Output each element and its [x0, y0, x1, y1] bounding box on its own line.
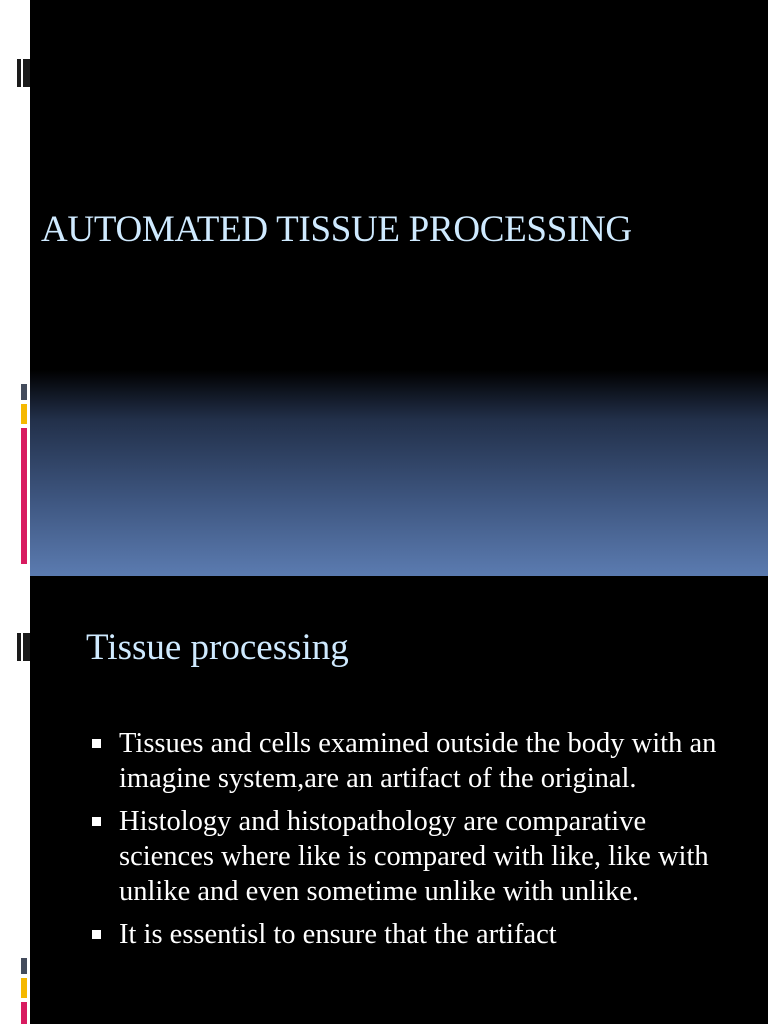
bullet-text: It is essentisl to ensure that the artifact — [119, 919, 557, 950]
bullet-text: Histology and histopathology are comparative sciences where like is compared with like, like with unlike and even sometime unlike with unlike. — [119, 806, 709, 907]
bullet-list — [90, 726, 730, 960]
square-bullet-icon — [92, 817, 101, 826]
bullet-item — [90, 726, 730, 796]
content-slide — [30, 576, 768, 1024]
slide-edge-marker-mid-1 — [17, 633, 21, 661]
accent-bar-pink-2 — [21, 1002, 27, 1024]
accent-bar-gray-2 — [21, 958, 27, 974]
bullet-item — [90, 804, 730, 909]
slide-title: AUTOMATED TISSUE PROCESSING — [41, 209, 632, 250]
accent-bar-yellow — [21, 404, 27, 424]
slide-edge-marker-mid-2 — [23, 633, 30, 661]
bullet-item — [90, 917, 730, 952]
accent-bar-yellow-2 — [21, 978, 27, 998]
square-bullet-icon — [92, 930, 101, 939]
accent-bar-gray — [21, 384, 27, 400]
slide-edge-marker-top-1 — [17, 59, 21, 87]
slide-heading: Tissue processing — [86, 627, 349, 668]
bullet-text: Tissues and cells examined outside the body with an imagine system,are an artifact of the original. — [119, 728, 717, 794]
accent-bar-pink — [21, 428, 27, 564]
square-bullet-icon — [92, 739, 101, 748]
title-slide — [30, 0, 768, 576]
slide-edge-marker-top-2 — [23, 59, 30, 87]
